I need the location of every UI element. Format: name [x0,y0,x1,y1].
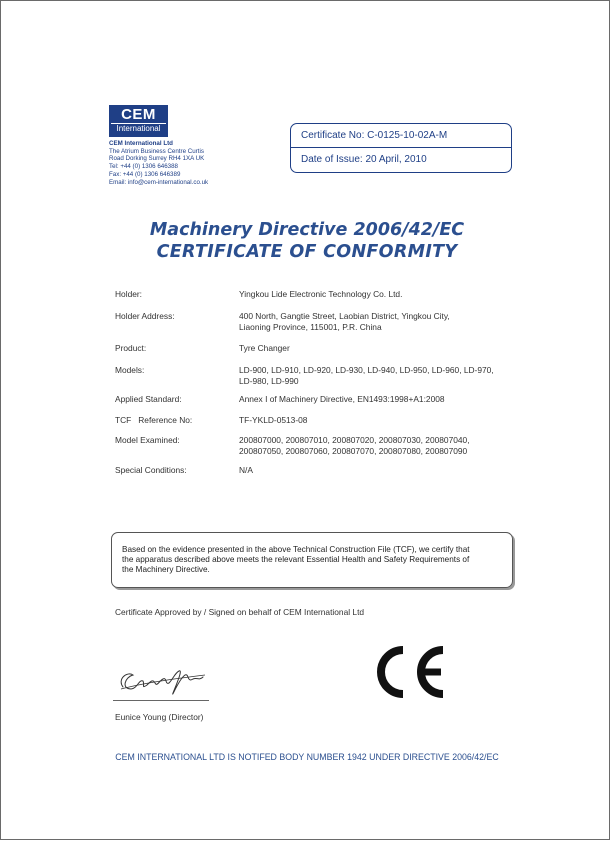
address-line2: Road Dorking Surrey RH4 1XA UK [109,155,205,163]
detail-value-line: Tyre Changer [239,343,290,353]
statement-line: the Machinery Directive. [122,565,210,575]
certificate-info-box [290,123,512,173]
detail-value-line: LD-900, LD-910, LD-920, LD-930, LD-940, LD-950, LD-960, LD-970, [239,365,494,375]
directive-title: Machinery Directive 2006/42/EC [149,220,465,240]
detail-label: Holder: [115,289,142,299]
address-email: Email: info@cem-international.co.uk [109,178,209,186]
detail-value [239,415,519,426]
statement-line: Based on the evidence presented in the above Technical Construction File (TCF), we certify that [122,545,470,554]
address-line1: The Atrium Business Centre Curtis [109,147,204,155]
issue-date: Date of Issue: 20 April, 2010 [291,147,511,171]
detail-value-line: LD-980, LD-990 [239,375,299,386]
approval-text: Certificate Approved by / Signed on behalf of CEM International Ltd [115,607,365,617]
detail-value [239,311,519,332]
detail-value-line: Liaoning Province, 115001, P.R. China [239,321,382,332]
address-tel: Tel: +44 (0) 1306 646388 [109,163,178,171]
detail-value [239,394,519,405]
detail-label: Applied Standard: [115,394,182,404]
address-fax: Fax: +44 (0) 1306 646389 [109,170,181,178]
notified-body-footer: CEM INTERNATIONAL LTD IS NOTIFED BODY NUMBER 1942 UNDER DIRECTIVE 2006/42/EC [115,752,499,762]
handwritten-signature [113,649,213,701]
detail-label: Model Examined: [115,435,180,445]
detail-label: Special Conditions: [115,465,187,475]
statement-line: the apparatus described above meets the relevant Essential Health and Safety Requirements of [122,555,470,565]
detail-value-line: Yingkou Lide Electronic Technology Co. Ltd. [239,289,403,299]
detail-value [239,435,519,456]
detail-value [239,465,519,476]
detail-value-line: 400 North, Gangtie Street, Laobian District, Yingkou City, [239,311,450,321]
detail-value-line: TF-YKLD-0513-08 [239,415,308,425]
logo-text-international: International [111,123,166,134]
detail-label: Holder Address: [115,311,175,321]
certification-statement-box [111,532,513,588]
certificate-title: CERTIFICATE OF CONFORMITY [156,242,458,262]
company-address [109,140,208,186]
detail-value-line: 200807050, 200807060, 200807070, 200807080, 200807090 [239,445,468,456]
detail-label: Models: [115,365,145,375]
detail-value-line: Annex I of Machinery Directive, EN1493:1998+A1:2008 [239,394,445,404]
cem-logo [109,105,168,137]
signer-name: Eunice Young (Director) [115,712,204,722]
detail-value-line: N/A [239,465,253,475]
detail-value [239,343,519,354]
detail-value-line: 200807000, 200807010, 200807020, 200807030, 200807040, [239,435,470,445]
signature-line [113,700,209,701]
detail-value [239,365,519,386]
ce-mark-icon [371,644,451,700]
certificate-number: Certificate No: C-0125-10-02A-M [301,130,448,141]
logo-text-cem: CEM [121,106,156,123]
detail-label: TCF Reference No: [115,415,193,425]
address-company: CEM International Ltd [109,140,173,147]
detail-value [239,289,519,300]
detail-label: Product: [115,343,147,353]
